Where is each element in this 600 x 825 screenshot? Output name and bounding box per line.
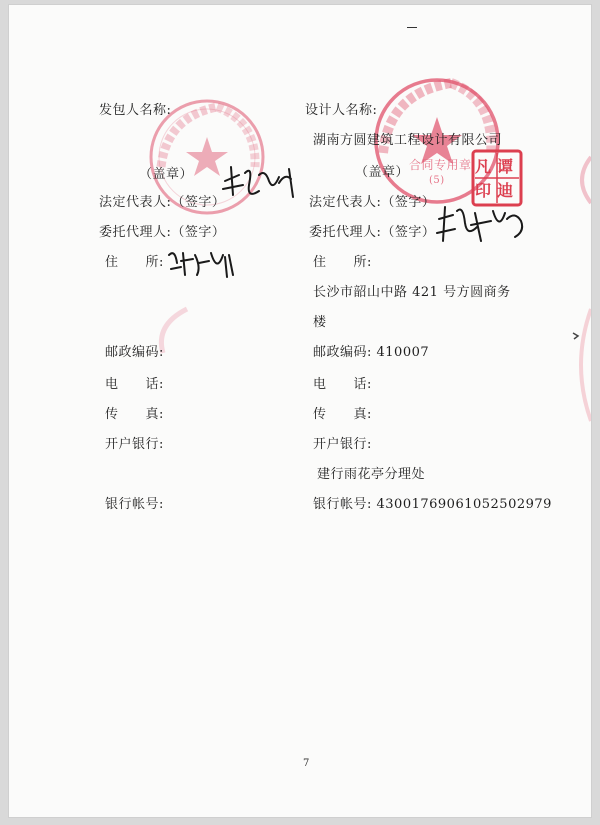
left-party-label: 发包人名称:	[99, 103, 172, 118]
contract-seal-text: 合同专用章	[409, 158, 472, 172]
right-address-line2: 楼	[313, 315, 327, 330]
left-seal-label: （盖章）	[139, 167, 194, 182]
top-dash-mark	[407, 27, 417, 28]
edge-seal-right-middle	[569, 305, 592, 425]
contract-seal-number: (5)	[429, 175, 445, 186]
address-handwriting	[165, 245, 237, 285]
right-postcode: 邮政编码: 410007	[313, 345, 430, 360]
right-phone-label: 电 话:	[313, 377, 372, 392]
right-party-label: 设计人名称:	[305, 103, 378, 118]
agent-signature	[435, 201, 529, 253]
left-bank-label: 开户银行:	[105, 437, 164, 452]
right-address-label: 住 所:	[313, 255, 372, 270]
left-address-label: 住 所:	[105, 255, 164, 270]
name-seal-char-2: 谭	[497, 157, 514, 176]
right-legal-rep-label: 法定代表人:（签字）	[309, 195, 436, 210]
right-account: 银行帐号: 43001769061052502979	[313, 497, 552, 512]
left-postcode-label: 邮政编码:	[105, 345, 164, 360]
left-account-label: 银行帐号:	[105, 497, 164, 512]
left-phone-label: 电 话:	[105, 377, 164, 392]
left-legal-rep-label: 法定代表人:（签字）	[99, 195, 226, 210]
right-party-name: 湖南方圆建筑工程设计有限公司	[313, 133, 503, 148]
left-fax-label: 传 真:	[105, 407, 164, 422]
edge-mark-right	[571, 331, 581, 341]
page-number: 7	[303, 758, 310, 769]
legal-rep-signature	[219, 155, 299, 211]
edge-seal-right-top	[569, 155, 592, 205]
name-seal-char-4: 迪	[497, 181, 514, 200]
right-bank-label: 开户银行:	[313, 437, 372, 452]
right-address-line1: 长沙市韶山中路 421 号方圆商务	[313, 285, 511, 300]
left-agent-label: 委托代理人:（签字）	[99, 225, 226, 240]
right-bank-name: 建行雨花亭分理处	[317, 467, 426, 482]
right-agent-label: 委托代理人:（签字）	[309, 225, 436, 240]
name-seal-char-3: 印	[475, 181, 492, 200]
right-seal-label: （盖章）	[355, 165, 410, 180]
right-fax-label: 传 真:	[313, 407, 372, 422]
document-page	[8, 4, 592, 818]
name-seal-char-1: 凡	[475, 157, 492, 176]
